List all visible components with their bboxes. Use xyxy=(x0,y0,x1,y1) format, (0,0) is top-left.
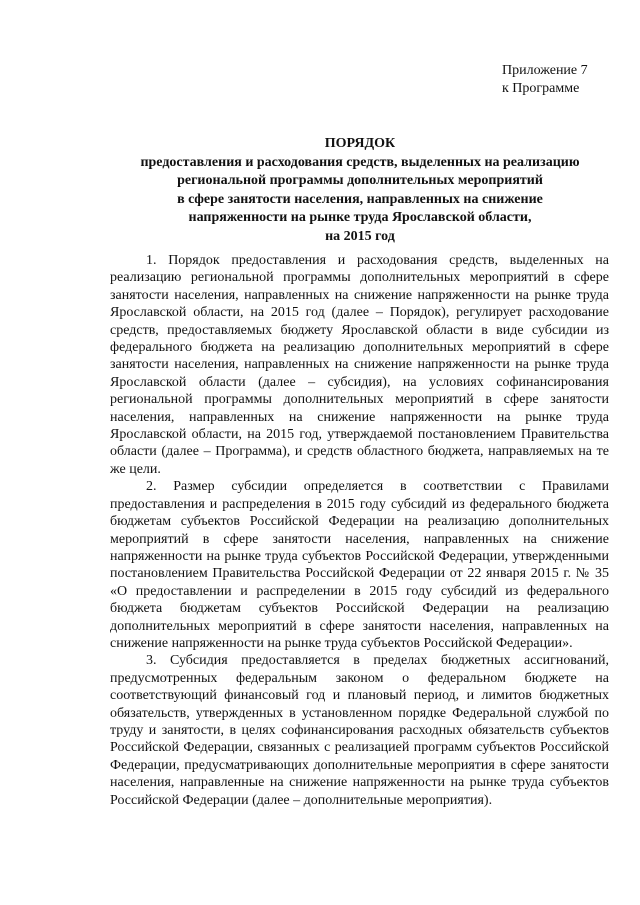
title-line: предоставления и расходования средств, выделенных на реализацию xyxy=(140,154,580,170)
title-line: на 2015 год xyxy=(325,228,395,244)
document-title xyxy=(100,135,620,246)
paragraph-2: 2. Размер субсидии определяется в соответствии с Правилами предоставления и распределения в 2015 году субсидий из федерального бюджета бюджетам субъектов Российской Федерации на реализацию дополнительных мероприятий в сфере занятости населения, направленных на снижение напряженности на рынке труда субъектов Российской Федерации, утвержденными постановлением Правительства Российской Федерации от 22 января 2015 г. № 35 «О предоставлении и распределении в 2015 году субсидий из федерального бюджета бюджетам субъектов Российской Федерации на реализацию дополнительных мероприятий в сфере занятости населения, направленных на снижение напряженности на рынке труда субъектов Российской Федерации». xyxy=(110,479,609,651)
appendix-number: Приложение 7 xyxy=(502,63,588,78)
title-line: напряженности на рынке труда Ярославской области, xyxy=(188,210,532,225)
appendix-note xyxy=(502,62,588,98)
appendix-reference: к Программе xyxy=(502,81,580,96)
paragraph-3: 3. Субсидия предоставляется в пределах бюджетных ассигнований, предусмотренных федеральным законом о федеральном бюджете на соответствующий финансовый год и плановый период, и лимитов бюджетных обязательств, утвержденных в установленном порядке Федеральной службой по труду и занятости, в целях софинансирования расходных обязательств субъектов Российской Федерации, связанных с реализацией программ субъектов Российской Федерации, предусматривающих дополнительные мероприятия в сфере занятости населения, направленные на снижение напряженности на рынке труда субъектов Российской Федерации (далее – дополнительные мероприятия). xyxy=(110,653,609,808)
title-line: региональной программы дополнительных мероприятий xyxy=(177,173,543,188)
title-line: в сфере занятости населения, направленных на снижение xyxy=(177,191,543,207)
title-heading: ПОРЯДОК xyxy=(324,136,396,151)
paragraph-1: 1. Порядок предоставления и расходования средств, выделенных на реализацию региональной программы дополнительных мероприятий в сфере занятости населения, направленных на снижение напряженности на рынке труда Ярославской области, на 2015 год (далее – Порядок), регулирует расходование средств, предоставляемых бюджету Ярославской области в виде субсидии из федерального бюджета на реализацию дополнительных мероприятий в сфере занятости населения, направленных на снижение напряженности на рынке труда Ярославской области (далее – субсидия), на условиях софинансирования региональной программы дополнительных мероприятий в сфере занятости населения, направленных на снижение напряженности на рынке труда Ярославской области, на 2015 год, утверждаемой постановлением Правительства области (далее – Программа), и средств областного бюджета, направляемых на те же цели. xyxy=(110,253,609,477)
document-body xyxy=(110,252,609,809)
